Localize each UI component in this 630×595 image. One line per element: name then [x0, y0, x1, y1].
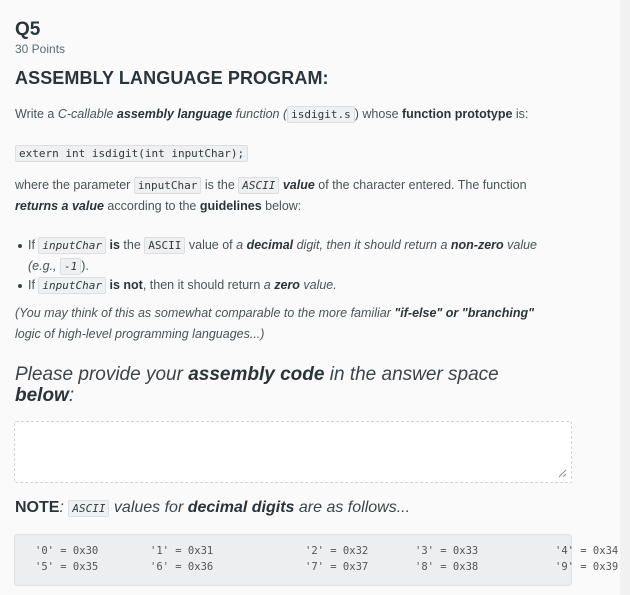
prompt-line2: below: — [15, 385, 75, 406]
prototype-line — [15, 146, 248, 160]
ascii-values-codeblock — [14, 534, 619, 586]
question-points: 30 Points — [15, 42, 66, 56]
ascii-cell: '9' = 0x39 — [555, 561, 619, 573]
ascii-cell: '0' = 0x30 — [35, 545, 99, 557]
ascii-code: ASCII — [238, 177, 279, 194]
question-title: ASSEMBLY LANGUAGE PROGRAM: — [15, 68, 329, 88]
param-var-code: inputChar — [134, 177, 202, 194]
bullet-dot — [18, 284, 22, 288]
bullet-2: If inputChar is not, then it should return a zero value. — [28, 278, 337, 292]
note-text: NOTE: ASCII values for decimal digits are as follows... — [15, 499, 411, 516]
intro-text: Write a C-callable assembly language function ( isdigit.s ) whose function prototype is: — [15, 107, 529, 121]
prototype-code: extern int isdigit(int inputChar); — [15, 145, 248, 162]
ascii-cell: '2' = 0x32 — [305, 545, 369, 557]
aside-line2: logic of high-level programming languages...) — [15, 327, 265, 341]
bullet-1-ascii: ASCII — [144, 237, 185, 254]
resize-handle-icon[interactable] — [557, 468, 567, 478]
param-text-line2: returns a value according to the guidelines below: — [15, 199, 302, 213]
bullet-1-var: inputChar — [38, 237, 106, 254]
bullet-2-var: inputChar — [38, 277, 106, 294]
ascii-cell: '8' = 0x38 — [415, 561, 479, 573]
ascii-cell: '7' = 0x37 — [305, 561, 369, 573]
function-name-code: isdigit.s — [287, 106, 355, 123]
bullet-1-line1: If inputChar is the ASCII value of a decimal digit, then it should return a non-zero value — [28, 238, 538, 252]
page-scrollbar[interactable] — [620, 0, 630, 595]
ascii-cell: '6' = 0x36 — [150, 561, 214, 573]
ascii-cell: '5' = 0x35 — [35, 561, 99, 573]
answer-textarea[interactable] — [14, 421, 572, 483]
bullet-1-line2: (e.g., -1 ). — [28, 259, 89, 273]
question-number: Q5 — [15, 19, 41, 40]
param-text-line1: where the parameter inputChar is the ASCII value of the character entered. The function — [15, 178, 527, 192]
bullet-dot — [18, 244, 22, 248]
note-ascii-code: ASCII — [68, 500, 109, 517]
ascii-cell: '3' = 0x33 — [415, 545, 479, 557]
ascii-cell: '1' = 0x31 — [150, 545, 214, 557]
aside-line1: (You may think of this as somewhat comparable to the more familiar "if-else" or "branching" — [15, 306, 535, 320]
bullet-1-example-code: -1 — [60, 258, 81, 275]
prompt-line1: Please provide your assembly code in the answer space — [15, 364, 499, 385]
ascii-cell: '4' = 0x34 — [555, 545, 619, 557]
